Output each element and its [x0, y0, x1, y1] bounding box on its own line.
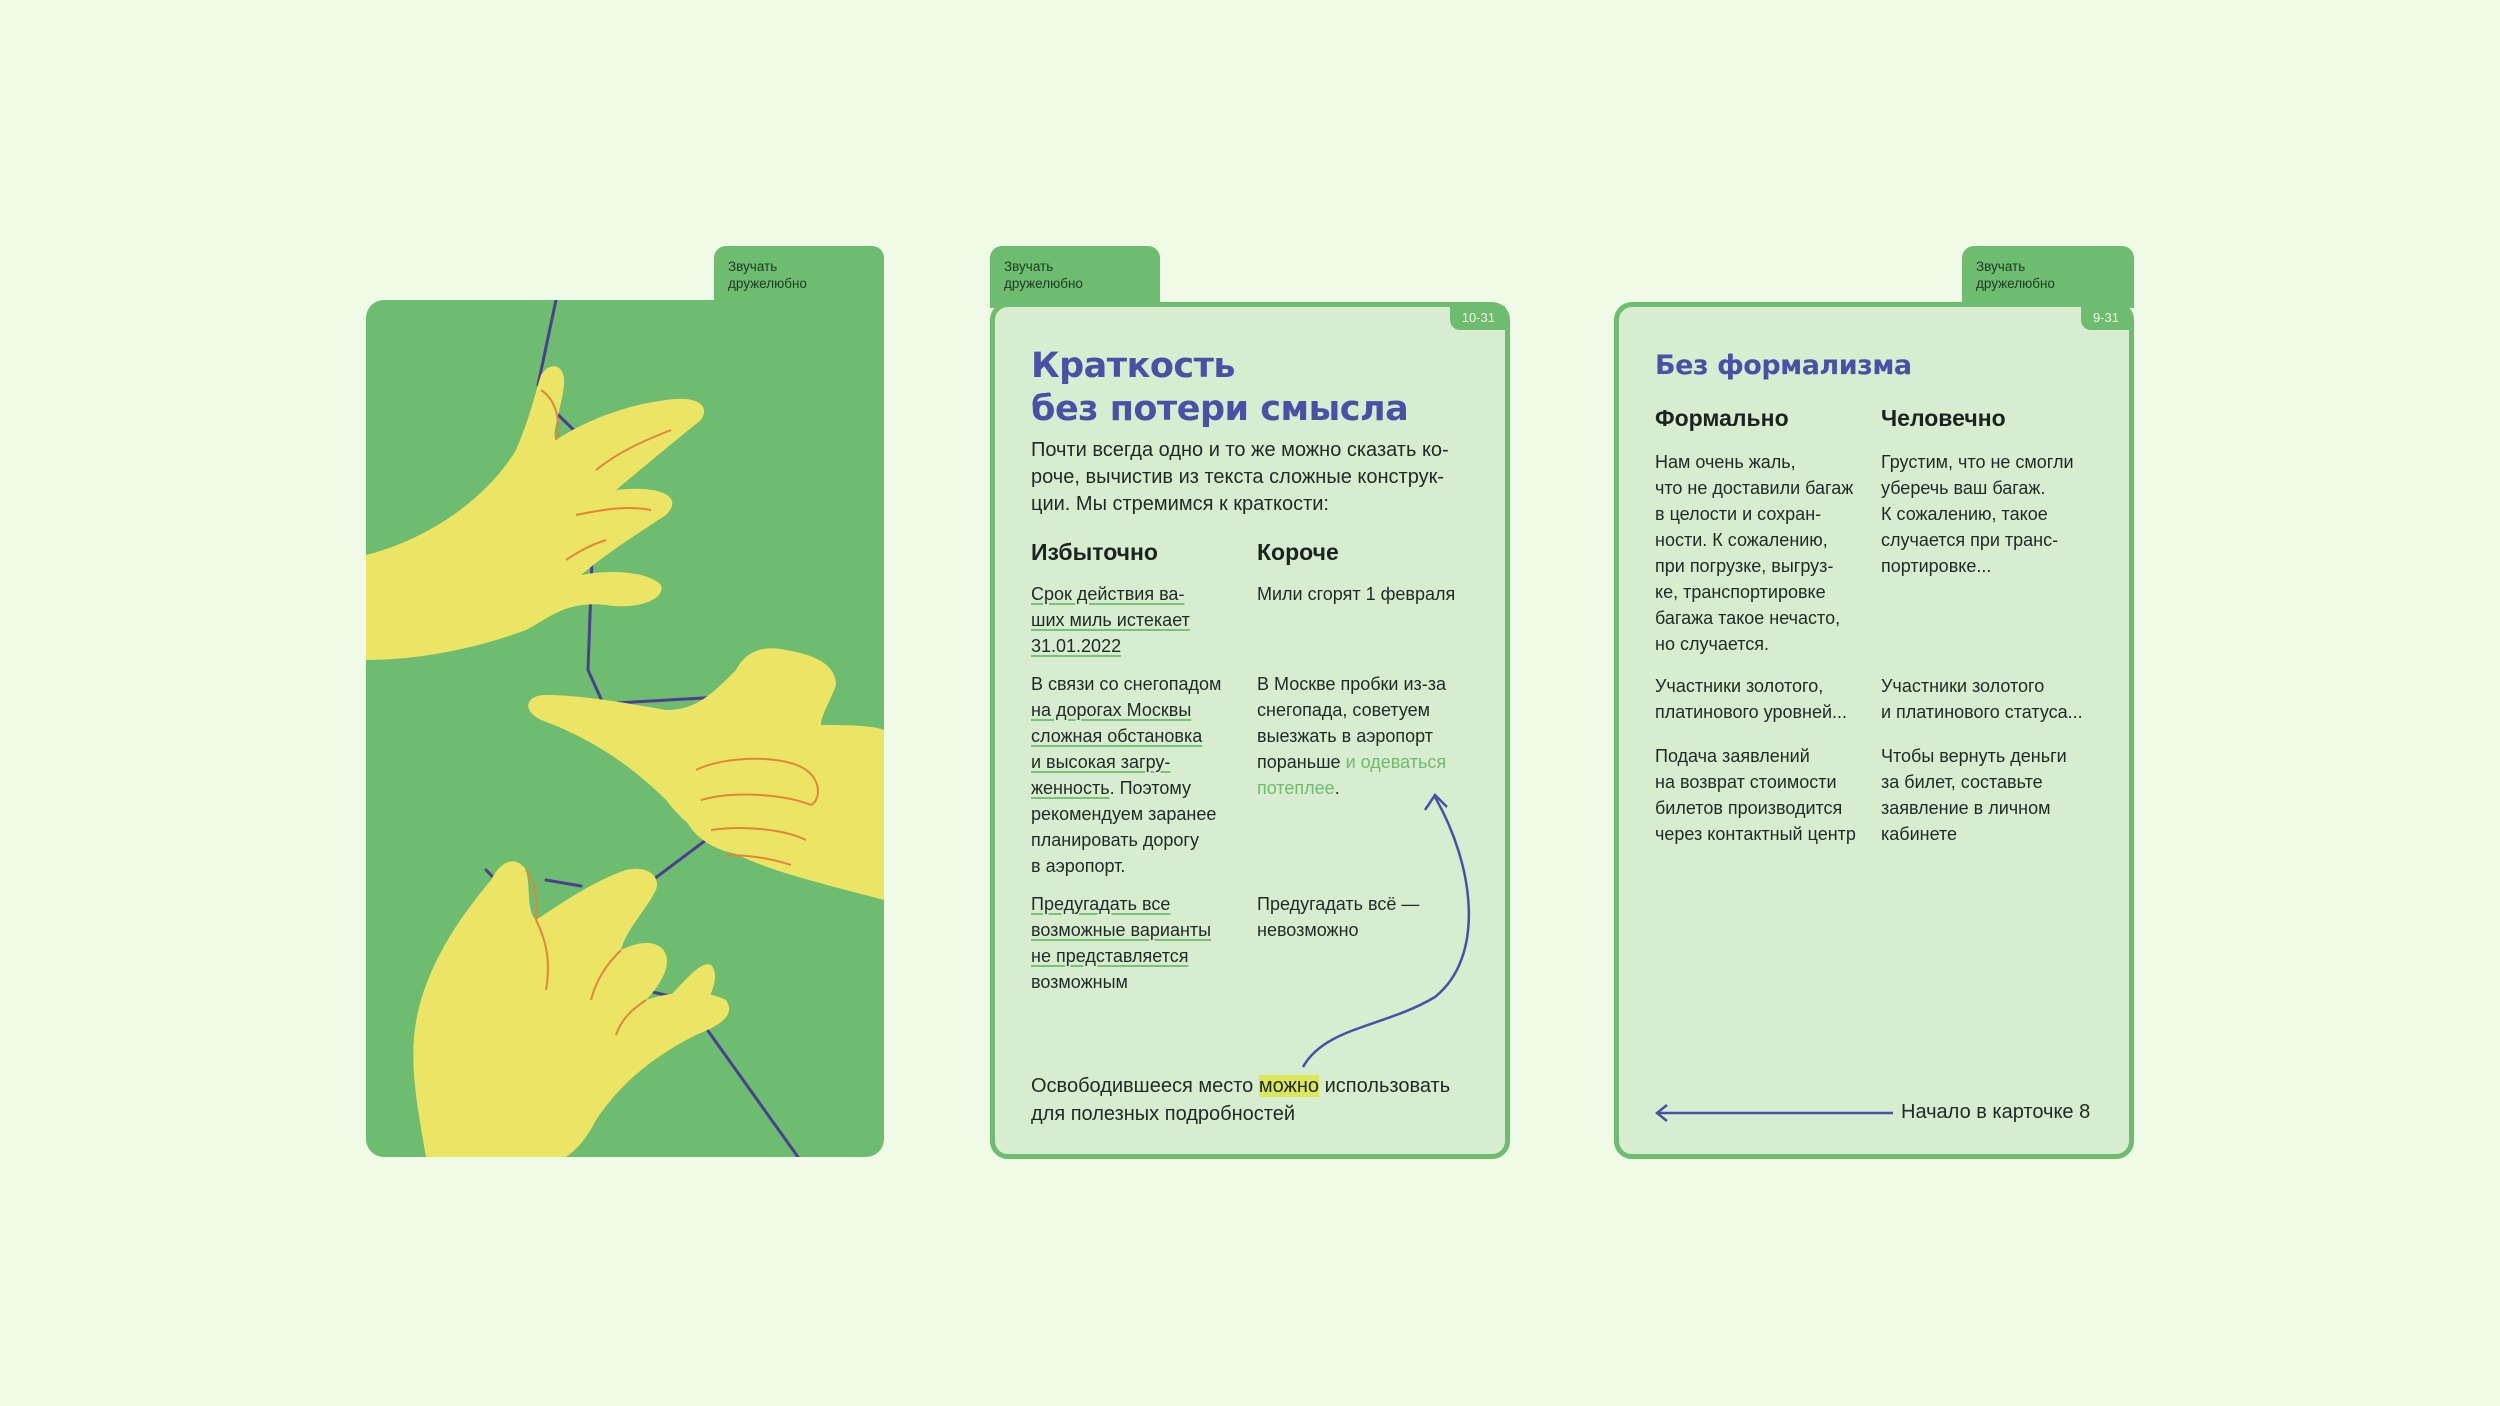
title-line: Краткость — [1031, 346, 1236, 386]
intro-line: ции. Мы стремимся к краткости: — [1031, 493, 1329, 515]
text-line: К сожалению, такое — [1881, 504, 2048, 524]
text-line: но случается. — [1655, 634, 1770, 654]
text-line: В связи со снегопадом — [1031, 674, 1222, 694]
underlined-text: не представляется — [1031, 946, 1189, 966]
text-line: заявление в личном — [1881, 798, 2051, 818]
card-title: Без формализма — [1655, 350, 1912, 381]
card-panel — [990, 302, 1510, 1159]
hands-illustration — [366, 300, 884, 1157]
text: . — [1334, 778, 1340, 798]
underlined-text: на дорогах Москвы — [1031, 700, 1192, 720]
title-line: без потери смысла — [1031, 389, 1409, 429]
tab-label: дружелюбно — [1004, 276, 1083, 291]
text-line: Чтобы вернуть деньги — [1881, 746, 2067, 766]
tab-label: Звучать — [728, 259, 778, 274]
formal-example — [1655, 673, 1847, 725]
text-line: снегопада, советуем — [1257, 700, 1431, 720]
text-line: уберечь ваш багаж. — [1881, 478, 2046, 498]
text-line: платинового уровней... — [1655, 702, 1848, 722]
human-example — [1881, 743, 2067, 847]
tab-label: Звучать — [1976, 259, 2026, 274]
column-header-right: Короче — [1257, 539, 1339, 565]
human-example — [1881, 673, 2083, 725]
text: пораньше — [1257, 752, 1346, 772]
green-added-text: потеплее — [1257, 778, 1335, 798]
text: использовать — [1319, 1075, 1451, 1097]
text-line: случается при транс- — [1881, 530, 2059, 550]
text-line: Мили сгорят 1 февраля — [1257, 584, 1456, 604]
green-added-text: и одеваться — [1345, 752, 1447, 772]
card-tab — [990, 246, 1160, 308]
human-example — [1881, 449, 2074, 579]
underlined-text: женность — [1031, 778, 1110, 798]
card-tab — [714, 246, 884, 308]
text: . Поэтому — [1109, 778, 1191, 798]
text: Освободившееся место — [1031, 1075, 1259, 1097]
intro-line: Почти всегда одно и то же можно сказать ко- — [1031, 439, 1449, 461]
column-header-left: Формально — [1655, 405, 1789, 431]
card-panel — [1614, 302, 2134, 1159]
text-line: портировке... — [1881, 556, 1992, 576]
tab-label: дружелюбно — [1976, 276, 2055, 291]
text-line: при погрузке, выгруз- — [1655, 556, 1834, 576]
text-line: и платинового статуса... — [1881, 702, 2083, 722]
text-line: кабинете — [1881, 824, 1958, 844]
text-line: в аэропорт. — [1031, 856, 1126, 876]
column-header-right: Человечно — [1881, 405, 2006, 431]
text-line: для полезных подробностей — [1031, 1103, 1296, 1125]
text-line: ке, транспортировке — [1655, 582, 1826, 602]
text-line: Участники золотого, — [1655, 676, 1824, 696]
text-line: невозможно — [1257, 920, 1359, 940]
tab-label: дружелюбно — [728, 276, 807, 291]
underlined-text: 31.01.2022 — [1031, 636, 1122, 656]
text-line — [1031, 1072, 1450, 1100]
text-line: Предугадать всё — — [1257, 894, 1420, 914]
text-line: в целости и сохран- — [1655, 504, 1822, 524]
text-line: билетов производится — [1655, 798, 1843, 818]
text-line: Участники золотого — [1881, 676, 2045, 696]
underlined-text: Срок действия ва- — [1031, 584, 1185, 604]
column-header-left: Избыточно — [1031, 539, 1158, 565]
text-line: выезжать в аэропорт — [1257, 726, 1434, 746]
highlighted-text: можно — [1258, 1075, 1320, 1097]
intro-line: роче, вычистив из текста сложные конструк- — [1031, 466, 1444, 488]
underlined-text: возможные варианты — [1031, 920, 1212, 940]
text-line: через контактный центр — [1655, 824, 1856, 844]
text-line: ности. К сожалению, — [1655, 530, 1828, 550]
underlined-text: Предугадать все — [1031, 894, 1171, 914]
text-line: багажа такое нечасто, — [1655, 608, 1841, 628]
arrow-left-icon — [1655, 1103, 1895, 1123]
text-line: рекомендуем заранее — [1031, 804, 1217, 824]
text-line: В Москве пробки из-за — [1257, 674, 1447, 694]
text-line: на возврат стоимости — [1655, 772, 1837, 792]
text-line: что не доставили багаж — [1655, 478, 1854, 498]
footer-link[interactable]: Начало в карточке 8 — [1901, 1101, 2091, 1123]
text-line: за билет, составьте — [1881, 772, 2043, 792]
curved-arrow-icon — [995, 307, 1505, 1154]
text-line: Нам очень жаль, — [1655, 452, 1796, 472]
page-number: 9-31 — [2081, 306, 2129, 330]
formal-example — [1655, 743, 1856, 847]
formal-example — [1655, 449, 1853, 657]
card-tab — [1962, 246, 2134, 308]
underlined-text: и высокая загру- — [1031, 752, 1171, 772]
footer-text — [1031, 1072, 1450, 1128]
underlined-text: ших миль истекает — [1031, 610, 1190, 630]
text-line: возможным — [1031, 972, 1128, 992]
text-line: Подача заявлений — [1655, 746, 1810, 766]
hands-with-string-illustration — [366, 300, 884, 1157]
text-line: планировать дорогу — [1031, 830, 1199, 850]
tab-label: Звучать — [1004, 259, 1054, 274]
underlined-text: сложная обстановка — [1031, 726, 1203, 746]
page-number: 10-31 — [1450, 306, 1505, 330]
text-line: Грустим, что не смогли — [1881, 452, 2074, 472]
